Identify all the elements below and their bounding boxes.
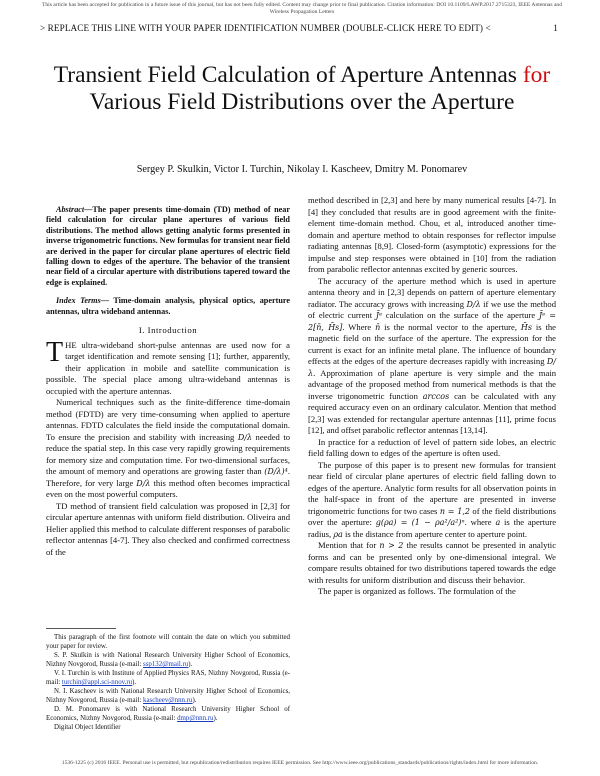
left-column [46,205,290,558]
r2-text-e: is the normal vector to the aperture, [384,321,517,332]
r4-text-c: . where [464,517,492,527]
footnote-2-text: V. I. Turchin is with Institute of Applied Physics RAS, Nizhny Novgorod, Russia (e-mail: [46,670,290,686]
title-highlight: for [522,62,551,88]
r4-text-b: of the field distributions over the aperture: [308,505,556,527]
intro-paragraph-1-text: HE ultra-wideband short-pulse antennas are used now for a target identification and remote sensing [1]; further, apparently, their application in mobile and satellite communication is possible. The special place among ultra-wideband antennas is occupied with the aperture antennas. [46,339,290,396]
right-column [308,195,556,598]
footnote-author-1 [46,651,290,669]
math-d-lambda-4: (D/λ)⁴ [264,467,288,477]
right-paragraph-2 [308,276,556,437]
copyright-notice: 1536-1225 (c) 2016 IEEE. Personal use is permitted, but republication/redistribution requires IEEE permission. See http://www.ieee.org/publications_standards/publications/rights/index.html for more information. [61,760,539,766]
footnote-close: ). [132,679,137,686]
title-part-1: Transient Field Calculation of Aperture Antennas [53,62,523,88]
footnotes [46,633,290,732]
abstract [46,205,290,288]
section-heading-introduction: I. Introduction [138,325,198,336]
r2-text-c: calculation on the surface of the aperture [385,310,536,320]
footnote-author-2 [46,669,290,687]
r5-text-a: Mention that for [318,540,377,550]
abstract-text: —The paper presents time-domain (TD) method of near field calculation for circular plane apertures of various field distributions. The method allows getting analytic forms presented in inverse trigonometric functions. New formulas for transient near field are derived in the paper for circular plane apertures of electric field falling down to edges of the aperture. The behavior of the transient near field of a circular aperture with distributions tapered toward the edge is explained. [46,205,290,287]
footnote-close: ). [188,661,193,668]
email-link[interactable]: kascheev@nnn.ru [143,697,193,704]
email-link[interactable]: dmp@nnn.ru [177,715,214,722]
r2-text-d: . Where [342,321,372,332]
right-paragraph-1: method described in [2,3] and here by many numerical results [4-7]. In [4] they concluded that results are in good agreement with the finite-element time-domain method. Chou, et al, introduced another time-domain and aperture method to obtain responses for reflector impulse radiating antennas [8,9]. Closed-form (asymptotic) expressions for the impulse and step responses were obtained in [10] from the radiation from parabolic reflector antennas excited by generic sources. [308,195,556,274]
title-part-2: Various Field Distributions over the Aperture [89,89,515,115]
right-paragraph-4 [308,460,556,541]
running-head-text: > REPLACE THIS LINE WITH YOUR PAPER IDENTIFICATION NUMBER (DOUBLE-CLICK HERE TO EDIT) < [40,23,491,33]
r2-text-f: is the magnetic field on the surface of the aperture. The expression for the current is exact for an infinite metal plane. The influence of boundary effects at the edges of the aperture decreases rapidly with increasing [308,321,556,366]
math-arccos: arccos [422,391,450,401]
footnote-close: ). [213,715,218,722]
r4-text-e: is the distance from aperture center to aperture point. [344,528,528,539]
r2-text-b: if we use the method of electric current [308,298,556,320]
right-paragraph-3: In practice for a reduction of level of pattern side lobes, an electric field falling down to edges of the aperture is often used. [308,436,556,458]
math-normal-vector: n̄ [375,322,381,332]
footnote-4-text: D. M. Ponomarev is with National Research University Higher School of Economics, Nizhny Novgorod, Russia (e-mail: [46,706,290,722]
drop-cap: T [46,336,64,368]
math-d-lambda: D/λ [466,299,481,309]
footnote-rule [46,628,116,629]
p2-text-c: . Therefore, for very large [46,466,290,488]
footnote-author-3 [46,687,290,705]
r4-text-a: The purpose of this paper is to present new formulas for transient near field of circular plane apertures of electric field falling down to edges of the aperture. Analytic form results for all observation points in the half-space in front of the aperture are presented in inverse trigonometric functions for two cases [308,459,556,516]
math-current-equation: J̄ᵉ = 2[n̄, H̄s] [308,311,556,332]
footnote-3-text: N. I. Kascheev is with National Research University Higher School of Economics, Nizhny Novgorod, Russia (e-mail: [46,688,290,704]
r2-text-a: The accuracy of the aperture method which is used in aperture antenna theory and in [2,3] depends on pattern of aperture elementary radiator. The accuracy grows with increasing [308,275,556,309]
math-rho-a: ρa [333,529,343,539]
index-terms-text: — Time-domain analysis, physical optics, aperture antennas, ultra wideband antennas. [46,296,291,316]
footnote-author-4 [46,705,290,723]
paper-title [40,62,564,116]
index-terms-label: Index Terms [56,296,101,306]
r5-text-b: the results cannot be presented in analytic forms and can be presented only by one-dimensional integral. We compare results obtained for two distributions tapered towards the edge with results for uniform distribution and discuss their behavior. [308,540,557,585]
right-paragraph-6: The paper is organized as follows. The formulation of the [318,586,516,596]
math-current: J̄ᵉ [375,311,383,320]
math-magnetic-field: H̄s [520,322,532,332]
email-link[interactable]: turchin@appl.sci-nnov.ru [61,679,133,686]
author-list: Sergey P. Skulkin, Victor I. Turchin, Nikolay I. Kascheev, Dmitry M. Ponomarev [136,164,468,175]
intro-paragraph-3: TD method of transient field calculation was proposed in [2,3] for circular aperture antennas with uniform field distribution. Oliveira and Helier applied this method to calculate different responses of parabolic reflector antennas [4-7]. They also checked and confirmed correctness of the [46,500,290,557]
intro-paragraph-2 [46,397,290,501]
running-head [40,23,560,33]
footnote-submission: This paragraph of the first footnote will contain the date on which you submitted your paper for review. [46,634,290,650]
math-n-cases: n = 1,2 [439,506,470,516]
math-n-greater-2: n > 2 [379,541,404,550]
email-link[interactable]: ssp132@mail.ru [143,661,189,668]
right-paragraph-5 [308,540,556,586]
footnote-close: ). [192,697,197,704]
p2-text-b: needed to reduce the spatial step. In this case very rapidly growing requirements for memory size and computation time. For two-dimensional surfaces, the amount of memory and operations are growing faster than [46,431,291,477]
p2-text-a: Numerical techniques such as the finite-difference time-domain method (FDTD) are very time-consuming when applied to aperture antennas. FDTD calculates the field inside the computational domain. To ensure the precision and stability with increasing [46,397,290,442]
math-d-lambda: D/λ [136,478,151,488]
index-terms [46,296,290,317]
r4-text-d: is the aperture radius, [308,517,557,539]
footnote-doi: Digital Object Identifier [54,724,121,731]
p2-text-d: this method often becomes impractical even on the most powerful computers. [46,477,290,500]
r2-text-g: . Approximation of plane aperture is very simple and the main advantage of the proposed method from numerical methods is that the inverse trigonometric function [308,367,556,401]
math-distribution: g(ρa) = (1 − ρa²/a²)ⁿ [375,518,465,527]
r2-text-h: can be calculated with any required accuracy even on an ordinary calculator. Mention that method [2,3] was extended for rectangular aperture antennas [11], prime focus [12], and offset parabolic reflector antennas [13,14]. [308,390,556,435]
journal-notice: This article has been accepted for publication in a future issue of this journal, but has not been fully edited. Content may change prior to final publication. Citation information: DOI 10.1109/LAWP.2017.2715323, IEEE Antennas and Wireless Propagation Letters [41,2,563,15]
math-d-lambda: D/λ [308,357,556,378]
math-d-lambda: D/λ [237,432,253,442]
footnote-1-text: S. P. Skulkin is with National Research University Higher School of Economics, Nizhny Novgorod, Russia (e-mail: [46,652,290,668]
abstract-label: Abstract [56,205,85,214]
intro-paragraph-1 [46,336,290,398]
page-number: 1 [553,23,558,33]
math-radius: a [495,518,501,527]
